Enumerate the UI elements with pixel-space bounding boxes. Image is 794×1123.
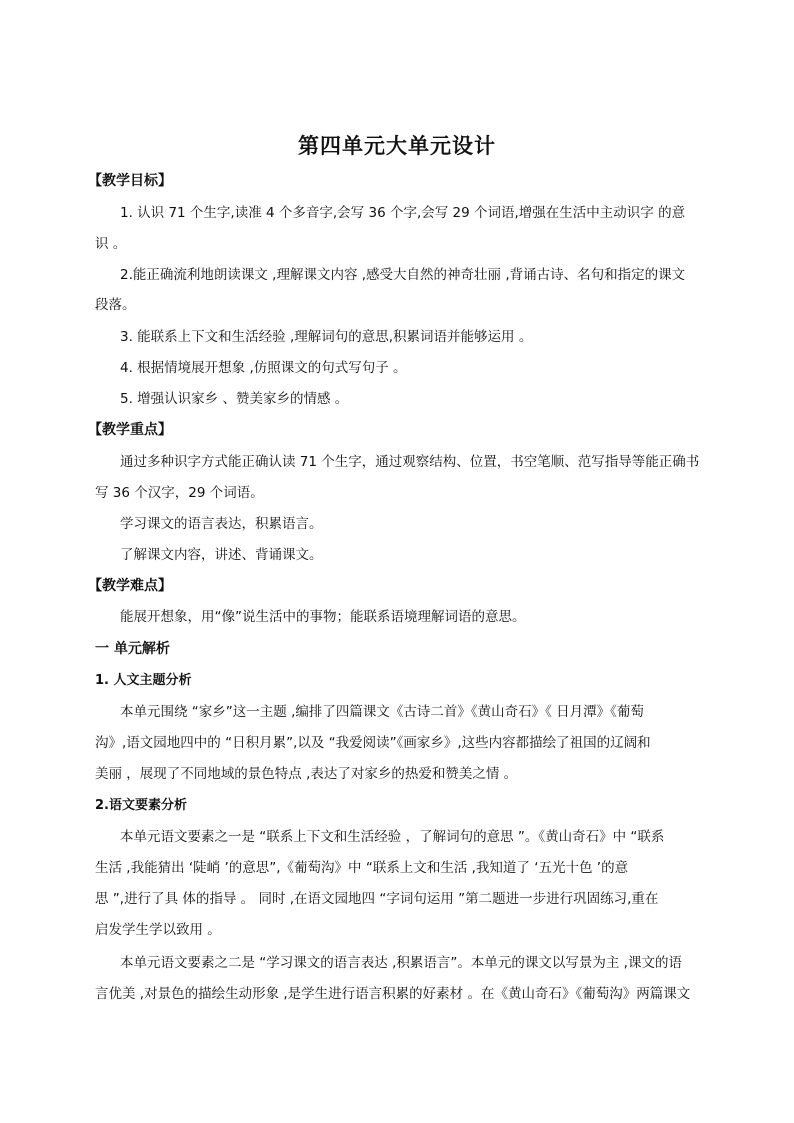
element-1-line-c: 思 ”,进行了具 体的指导 。 同时 ,在语文园地四 “字词句运用 ”第二题进一步进行巩固练习,重在 bbox=[95, 891, 659, 907]
key-points-heading: 【教学重点】 bbox=[88, 422, 172, 438]
unit-analysis-heading: 一 单元解析 bbox=[95, 641, 170, 657]
goal-3: 3. 能联系上下文和生活经验 ,理解词句的意思,积累词语并能够运用 。 bbox=[120, 329, 533, 345]
element-2-line-a: 本单元语文要素之二是 “学习课文的语言表达 ,积累语言”。本单元的课文以写景为主 ,课文的语 bbox=[120, 955, 682, 971]
goal-4: 4. 根据情境展开想象 ,仿照课文的句式写句子 。 bbox=[120, 360, 407, 376]
page-title: 第四单元大单元设计 bbox=[298, 133, 496, 158]
key-point-1-line-b: 写 36 个汉字，29 个词语。 bbox=[95, 485, 264, 501]
element-2-line-b: 言优美 ,对景色的描绘生动形象 ,是学生进行语言积累的好素材 。在《黄山奇石》《葡萄沟》两篇课文 bbox=[95, 986, 691, 1002]
goal-1-line-b: 识 。 bbox=[95, 236, 127, 252]
element-1-line-d: 启发学生学以致用 。 bbox=[95, 922, 221, 938]
key-point-1-line-a: 通过多种识字方式能正确认读 71 个生字，通过观察结构、位置，书空笔顺、范写指导等能正确书 bbox=[120, 454, 700, 470]
element-1-line-a: 本单元语文要素之一是 “联系上下文和生活经验 ，了解词句的意思 ”。《黄山奇石》中 “联系 bbox=[120, 829, 665, 845]
key-point-3: 了解课文内容，讲述、背诵课文。 bbox=[120, 547, 323, 563]
theme-line-b: 沟》,语文园地四中的 “日积月累”,以及 “我爱阅读”《画家乡》,这些内容都描绘了祖国的辽阔和 bbox=[95, 735, 651, 751]
goal-2-line-a: 2.能正确流利地朗读课文 ,理解课文内容 ,感受大自然的神奇壮丽 ,背诵古诗、名句和指定的课文 bbox=[120, 267, 686, 283]
theme-line-a: 本单元围绕 “家乡”这一主题 ,编排了四篇课文《古诗二首》《黄山奇石》《 日月潭》《葡萄 bbox=[120, 704, 644, 720]
goal-2-line-b: 段落。 bbox=[95, 297, 136, 313]
language-elements-heading: 2.语文要素分析 bbox=[95, 798, 187, 813]
key-point-2: 学习课文的语言表达，积累语言。 bbox=[120, 516, 323, 532]
difficulty-1: 能展开想象，用“像”说生活中的事物；能联系语境理解词语的意思。 bbox=[120, 609, 526, 625]
goals-heading: 【教学目标】 bbox=[88, 173, 172, 189]
goal-5: 5. 增强认识家乡 、赞美家乡的情感 。 bbox=[120, 391, 349, 407]
theme-line-c: 美丽 ，展现了不同地域的景色特点 ,表达了对家乡的热爱和赞美之情 。 bbox=[95, 766, 518, 782]
theme-analysis-heading: 1. 人文主题分析 bbox=[95, 673, 192, 688]
difficulties-heading: 【教学难点】 bbox=[88, 578, 172, 594]
element-1-line-b: 生活 ,我能猜出 ‘陡峭 ’的意思”,《葡萄沟》中 “联系上文和生活 ,我知道了 ‘五光十色 ’的意 bbox=[95, 860, 629, 876]
goal-1-line-a: 1. 认识 71 个生字,读准 4 个多音字,会写 36 个字,会写 29 个词语,增强在生活中主动识字 的意 bbox=[120, 205, 686, 221]
